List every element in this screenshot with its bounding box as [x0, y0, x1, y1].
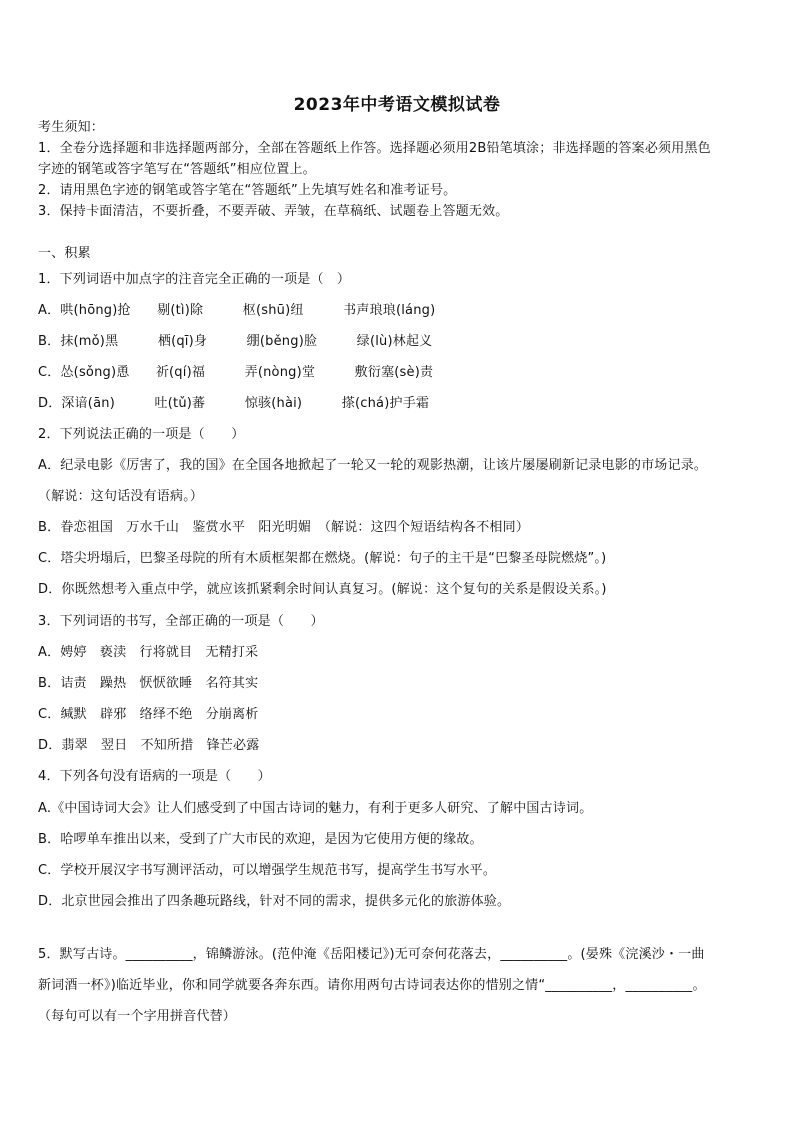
question-5-line: 5．默写古诗。__________，锦鳞游泳。(范仲淹《岳阳楼记》)无可奈何花落去，__________。(晏殊《浣溪沙・一曲 [38, 947, 705, 962]
question-1-option-c: C．怂(sǒng)恿 祈(qí)福 弄(nòng)堂 敷衍塞(sè)责 [38, 365, 434, 380]
page-title: 2023年中考语文模拟试卷 [293, 95, 501, 115]
question-1-option-d: D．深谙(ān) 吐(tǔ)蕃 惊骇(hài) 搽(chá)护手霜 [38, 396, 430, 411]
notice-line: 3．保持卡面清洁，不要折叠，不要弄破、弄皱，在草稿纸、试题卷上答题无效。 [38, 204, 509, 219]
question-3-stem: 3．下列词语的书写，全部正确的一项是（ ） [38, 614, 324, 629]
notice-line: 字迹的钢笔或答字笔写在“答题纸”相应位置上。 [38, 162, 316, 177]
question-4-option-d: D．北京世园会推出了四条趣玩路线，针对不同的需求，提供多元化的旅游体验。 [38, 894, 511, 909]
question-5-line: 新词酒一杯》)临近毕业，你和同学就要各奔东西。请你用两句古诗词表达你的惜别之情“__________，__________。 [38, 978, 706, 993]
question-1-option-b: B．抹(mǒ)黑 栖(qī)身 绷(běng)脸 绿(lù)林起义 [38, 334, 433, 349]
question-1-stem: 1．下列词语中加点字的注音完全正确的一项是（ ） [38, 272, 351, 287]
question-2-option-c: C．塔尖坍塌后，巴黎圣母院的所有木质框架都在燃烧。(解说：句子的主干是“巴黎圣母院燃烧”。) [38, 551, 607, 566]
notice-line: 1．全卷分选择题和非选择题两部分，全部在答题纸上作答。选择题必须用2B铅笔填涂；非选择题的答案必须用黑色 [38, 141, 711, 156]
section-heading: 一、积累 [38, 246, 91, 261]
notice-line: 2．请用黑色字迹的钢笔或答字笔在“答题纸”上先填写姓名和准考证号。 [38, 183, 457, 198]
question-2-option-d: D．你既然想考入重点中学，就应该抓紧剩余时间认真复习。(解说：这个复句的关系是假设关系。) [38, 582, 607, 597]
question-3-option-a: A．娉婷 亵渎 行将就目 无精打采 [38, 645, 259, 660]
question-4-option-a: A.《中国诗词大会》让人们感受到了中国古诗词的魅力，有利于更多人研究、了解中国古诗词。 [38, 801, 593, 816]
question-1-option-a: A．哄(hōng)抢 剔(tì)除 枢(shū)纽 书声琅琅(láng) [38, 303, 436, 318]
question-2-option-a: A．纪录电影《厉害了，我的国》在全国各地掀起了一轮又一轮的观影热潮，让该片屡屡刷新记录电影的市场记录。 [38, 458, 708, 473]
question-3-option-d: D．翡翠 翌日 不知所措 锋芒必露 [38, 738, 260, 753]
question-3-option-b: B．诘责 躁热 恹恹欲睡 名符其实 [38, 676, 259, 691]
question-5-note: （每句可以有一个字用拼音代替） [38, 1009, 237, 1024]
notice-heading: 考生须知： [38, 120, 105, 135]
question-2-stem: 2．下列说法正确的一项是（ ） [38, 427, 245, 442]
question-4-option-c: C．学校开展汉字书写测评活动，可以增强学生规范书写，提高学生书写水平。 [38, 863, 497, 878]
question-3-option-c: C．缄默 辟邪 络绎不绝 分崩离析 [38, 707, 259, 722]
question-2-option-a-note: （解说：这句话没有语病。） [38, 489, 204, 504]
question-4-option-b: B．哈啰单车推出以来，受到了广大市民的欢迎，是因为它使用方便的缘故。 [38, 832, 483, 847]
question-2-option-b: B．眷恋祖国 万水千山 鉴赏水平 阳光明媚 （解说：这四个短语结构各不相同） [38, 520, 530, 535]
question-4-stem: 4．下列各句没有语病的一项是（ ） [38, 769, 271, 784]
